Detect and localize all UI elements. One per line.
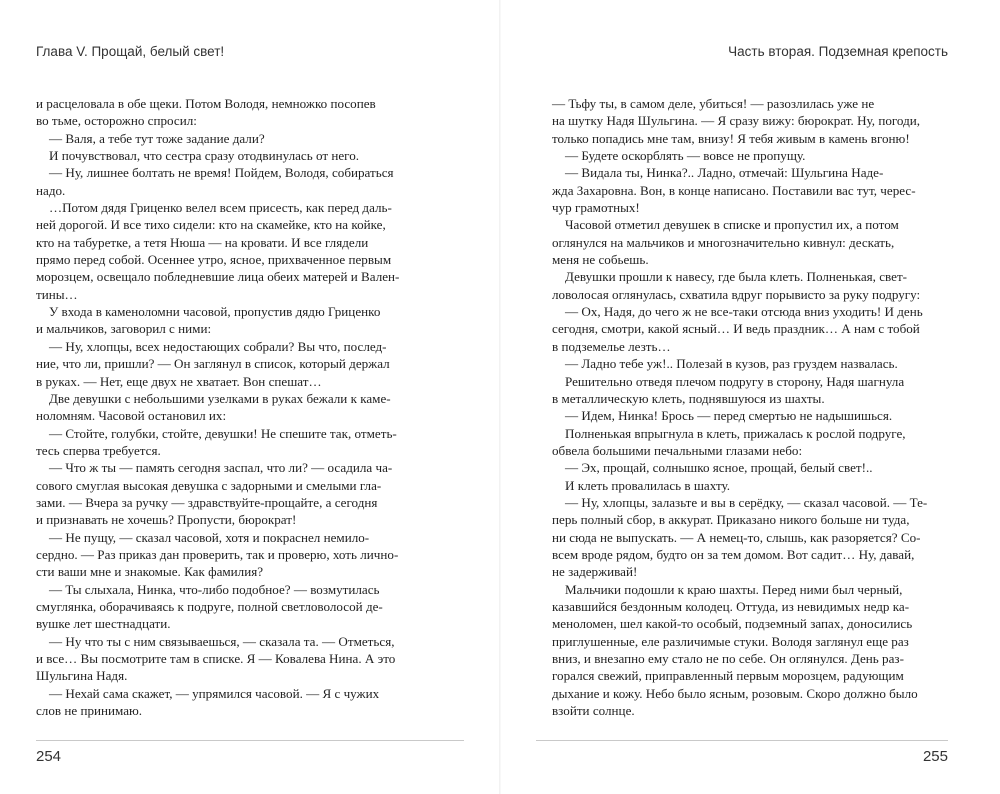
text-line: во тьме, осторожно спросил: xyxy=(36,113,197,129)
text-line: в подземелье лезть… xyxy=(552,338,671,354)
text-line: чур грамотных! xyxy=(552,200,640,216)
text-line: слов не принимаю. xyxy=(36,703,143,719)
text-line: сового смуглая высокая девушка с задорными и смелыми гла- xyxy=(36,477,382,493)
left-page-number: 254 xyxy=(36,748,62,765)
text-line: взойти солнце. xyxy=(552,703,635,719)
right-text-block xyxy=(552,95,968,719)
text-line: — Стойте, голубки, стойте, девушки! Не спешите так, отметь- xyxy=(49,425,397,441)
text-line: обвела большими печальными глазами небо: xyxy=(552,442,803,458)
text-line: сегодня, смотри, какой ясный… И ведь праздник… А нам с тобой xyxy=(552,321,920,337)
text-line: всем вроде рядом, будто он за тем домом. Вот садит… Ну, давай, xyxy=(552,546,915,562)
text-line: — Ох, Надя, до чего ж не все-таки отсюда вниз уходить! И день xyxy=(565,304,923,320)
text-line: — Ну, хлопцы, всех недостающих собрали? Вы что, послед- xyxy=(49,338,387,354)
left-text-block xyxy=(36,95,452,719)
text-line: дыхание и кожу. Небо было ясным, розовым. Скоро должно было xyxy=(552,685,918,701)
text-line: И почувствовал, что сестра сразу отодвинулась от него. xyxy=(49,148,360,164)
text-line: — Будете оскорблять — вовсе не пропущу. xyxy=(565,148,806,164)
text-line: перь полный сбор, в аккурат. Приказано никого больше ни туда, xyxy=(552,512,910,528)
text-line: — Ну, хлопцы, залазьте и вы в серёдку, — сказал часовой. — Те- xyxy=(565,494,928,510)
text-line: — Нехай сама скажет, — упрямился часовой. — Я с чужих xyxy=(49,685,380,701)
text-line: горался свежий, приправленный первым морозцем, радующим xyxy=(552,668,904,684)
text-line: зами. — Вчера за ручку — здравствуйте-прощайте, а сегодня xyxy=(36,494,378,510)
text-line: прямо перед собой. Осеннее утро, ясное, прихваченное первым xyxy=(36,252,392,268)
text-line: меня не собьешь. xyxy=(552,252,649,268)
text-line: смуглянка, оборачиваясь к подруге, полной светловолосой де- xyxy=(36,598,383,614)
text-line: — Идем, Нинка! Брось — перед смертью не надышишься. xyxy=(565,408,893,424)
text-line: — Эх, прощай, солнышко ясное, прощай, белый свет!.. xyxy=(565,460,873,476)
text-line: Шульгина Надя. xyxy=(36,668,128,684)
text-line: приглушенные, еле различимые стуки. Володя заглянул еще раз xyxy=(552,633,909,649)
text-line: — Тьфу ты, в самом деле, убиться! — разозлилась уже не xyxy=(552,96,875,111)
text-line: — Валя, а тебе тут тоже задание дали? xyxy=(49,130,265,146)
text-line: — Ладно тебе уж!.. Полезай в кузов, раз груздем назвалась. xyxy=(565,356,898,372)
text-line: и признавать не хочешь? Пропусти, бюрократ! xyxy=(36,512,297,528)
text-line: меноломен, шел какой-то особый, подземный запах, доносились xyxy=(552,616,913,632)
text-line: Решительно отведя плечом подругу в сторону, Надя шагнула xyxy=(565,373,905,389)
text-line: на шутку Надя Шульгина. — Я сразу вижу: бюрократ. Ну, погоди, xyxy=(552,113,921,129)
text-line: Девушки прошли к навесу, где была клеть. Полненькая, свет- xyxy=(565,269,908,285)
text-line: …Потом дядя Гриценко велел всем присесть, как перед даль- xyxy=(49,200,392,216)
text-line: казавшийся бездонным колодец. Оттуда, из невидимых недр ка- xyxy=(552,598,910,614)
text-line: надо. xyxy=(36,182,66,198)
right-page-number: 255 xyxy=(922,748,948,765)
text-line: Часовой отметил девушек в списке и пропустил их, а потом xyxy=(565,217,899,233)
text-line: вниз, и внезапно ему стало не по себе. Он оглянулся. День раз- xyxy=(552,651,904,666)
text-line: ни сюда не выпускать. — А немец-то, слышь, как разоряется? Со- xyxy=(552,529,921,545)
text-line: ней дорогой. И все тихо сидели: кто на скамейке, кто на койке, xyxy=(36,217,386,233)
text-line: в металлическую клеть, поднявшуюся из шахты. xyxy=(552,390,825,406)
left-running-head: Глава V. Прощай, белый свет! xyxy=(36,44,225,59)
text-line: и все… Вы посмотрите там в списке. Я — Ковалева Нина. А это xyxy=(36,651,396,666)
text-line: в руках. — Нет, еще двух не хватает. Вон спешат… xyxy=(36,373,322,389)
text-line: морозцем, освещало побледневшие лица обеих матерей и Вален- xyxy=(36,269,400,285)
right-footer-rule xyxy=(536,740,948,741)
text-line: Мальчики подошли к краю шахты. Перед ними был черный, xyxy=(565,581,903,597)
text-line: вушке лет шестнадцати. xyxy=(36,616,171,632)
text-line: Две девушки с небольшими узелками в руках бежали к камe- xyxy=(49,390,391,406)
text-line: ние, что ли, пришли? — Он заглянул в список, который держал xyxy=(36,356,390,372)
text-line: только попадись мне там, внизу! Я тебя живым в камень вгоню! xyxy=(552,130,910,146)
text-line: Полненькая впрыгнула в клеть, прижалась к рослой подруге, xyxy=(565,425,906,441)
text-line: — Что ж ты — память сегодня заспал, что ли? — осадила ча- xyxy=(49,460,393,476)
text-line: оглянулся на мальчиков и многозначительно кивнул: дескать, xyxy=(552,234,895,250)
right-running-head: Часть вторая. Подземная крепость xyxy=(728,44,948,59)
text-line: — Ну что ты с ним связываешься, — сказала та. — Отметься, xyxy=(49,633,395,649)
text-line: и расцеловала в обе щеки. Потом Володя, немножко посопев xyxy=(36,96,376,111)
left-footer-rule xyxy=(36,740,464,741)
text-line: тины… xyxy=(36,286,78,302)
text-line: — Ты слыхала, Нинка, что-либо подобное? — возмутилась xyxy=(49,581,380,597)
right-page xyxy=(500,0,1000,794)
text-line: жда Захаровна. Вон, в конце написано. Поставили вас тут, черес- xyxy=(552,182,916,198)
text-line: не задерживай! xyxy=(552,564,638,580)
text-line: ноломням. Часовой остановил их: xyxy=(36,408,227,424)
text-line: и мальчиков, заговорил с ними: xyxy=(36,321,212,337)
text-line: сти ваши мне и знакомые. Как фамилия? xyxy=(36,564,264,580)
text-line: — Ну, лишнее болтать не время! Пойдем, Володя, собираться xyxy=(49,165,394,181)
text-line: У входа в каменоломни часовой, пропустив дядю Гриценко xyxy=(49,304,381,320)
text-line: ловолосая оглянулась, схватила вдруг порывисто за руку подругу: xyxy=(552,286,921,302)
text-line: сердно. — Раз приказ дан проверить, так и проверю, хоть личнo- xyxy=(36,546,399,562)
text-line: тесь сперва требуется. xyxy=(36,442,161,458)
text-line: — Не пущу, — сказал часовой, хотя и покраснел немило- xyxy=(49,529,370,545)
text-line: — Видала ты, Нинка?.. Ладно, отмечай: Шульгина Наде- xyxy=(565,165,884,181)
text-line: И клеть провалилась в шахту. xyxy=(565,477,731,493)
text-line: кто на табуретке, а тетя Нюша — на кровати. И все глядели xyxy=(36,234,369,250)
